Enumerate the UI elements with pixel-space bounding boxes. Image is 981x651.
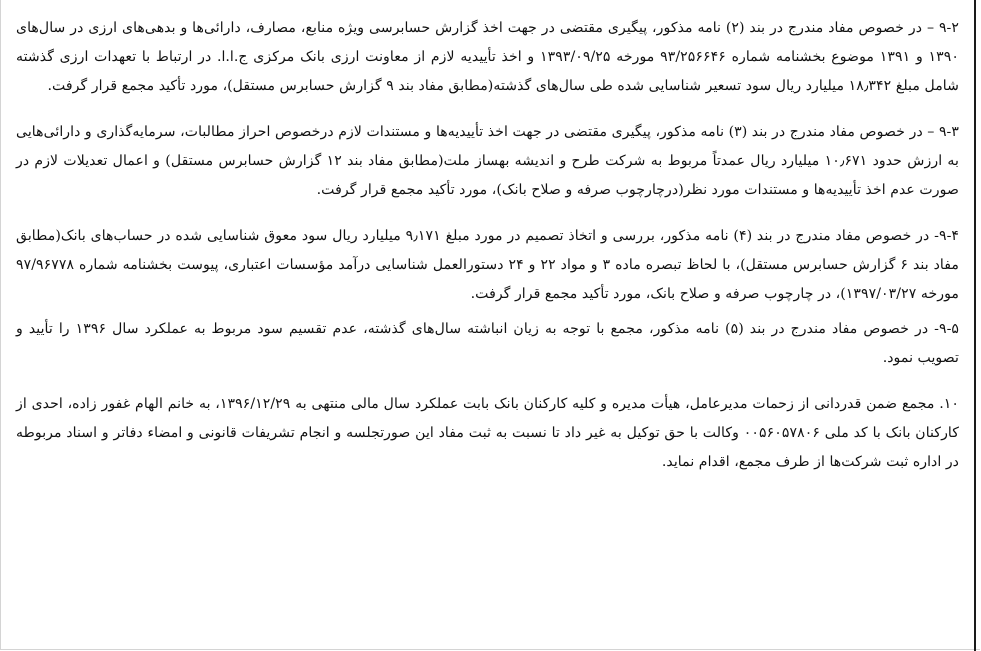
paragraph-9-5: ۹-۵- در خصوص مفاد مندرج در بند (۵) نامه مذکور، مجمع با توجه به زیان انباشته سال‌های گذشته، عدم تقسیم سود مربوط به عملکرد سال ۱۳۹۶ را تأیید و تصویب نمود. [16, 321, 959, 366]
paragraph-spacer [16, 205, 959, 222]
paragraph-9-4: ۹-۴- در خصوص مفاد مندرج در بند (۴) نامه مذکور، بررسی و اتخاذ تصمیم در مورد مبلغ ۹٫۱۷۱ میلیارد ریال سود معوق شناسایی شده در حساب‌های بانک(مطابق مفاد بند ۶ گزارش حسابرس مستقل)، با لحاظ تبصره ماده ۳ و مواد ۲۲ و ۲۴ دستورالعمل شناسایی درآمد مؤسسات اعتباری، پیوست بخشنامه شماره ۹۷/۹۶۷۷۸ مورخه ۱۳۹۷/۰۳/۲۷)، در چارچوب صرفه و صلاح بانک، مورد تأکید مجمع قرار گرفت. [16, 228, 960, 302]
paragraph-9-2: ۹-۲ – در خصوص مفاد مندرج در بند (۲) نامه مذکور، پیگیری مقتضی در جهت اخذ گزارش حسابرسی ویژه منابع، مصارف، دارائی‌ها و بدهی‌های ارزی در سال‌های ۱۳۹۰ و ۱۳۹۱ موضوع بخشنامه شماره ۹۳/۲۵۶۶۴۶ مورخه ۱۳۹۳/۰۹/۲۵ و اخذ تأییدیه لازم از معاونت ارزی بانک مرکزی ج.ا.ا. در ارتباط با تعهدات ارزی گذشته شامل مبلغ ۱۸٫۳۴۲ میلیارد ریال سود تسعیر شناسایی شده طی سال‌های گذشته(مطابق مفاد بند ۹ گزارش حسابرس مستقل)، مورد تأکید مجمع قرار گرفت. [16, 20, 959, 94]
paragraph-spacer [16, 373, 959, 390]
paragraph-10: ۱۰. مجمع ضمن قدردانی از زحمات مدیرعامل، هیأت مدیره و کلیه کارکنان بانک بابت عملکرد سال مالی منتهی به ۱۳۹۶/۱۲/۲۹، به خانم الهام غفور زاده، احدی از کارکنان بانک با کد ملی ۰۰۵۶۰۵۷۸۰۶ وکالت با حق توکیل به غیر داد تا نسبت به ثبت مفاد این صورتجلسه و انجام تشریفات قانونی و امضاء دفاتر و اسناد مربوطه در اداره ثبت شرکت‌ها از طرف مجمع، اقدام نماید. [16, 396, 959, 470]
document-body [16, 14, 959, 477]
page-edge-rule [974, 0, 976, 651]
paragraph-spacer [16, 101, 959, 118]
paragraph-9-3: ۹-۳ – در خصوص مفاد مندرج در بند (۳) نامه مذکور، پیگیری مقتضی در جهت اخذ تأییدیه‌ها و مستندات لازم درخصوص احراز مطالبات، سرمایه‌گذاری و دارائی‌هایی به ارزش حدود ۱۰٫۶۷۱ میلیارد ریال عمدتاً مربوط به شرکت طرح و اندیشه بهساز ملت(مطابق مفاد بند ۱۲ گزارش حسابرس مستقل) و اعمال تعدیلات لازم در صورت عدم اخذ تأییدیه‌ها و مستندات مورد نظر(درچارچوب صرفه و صلاح بانک)، مورد تأکید مجمع قرار گرفت. [16, 124, 959, 198]
